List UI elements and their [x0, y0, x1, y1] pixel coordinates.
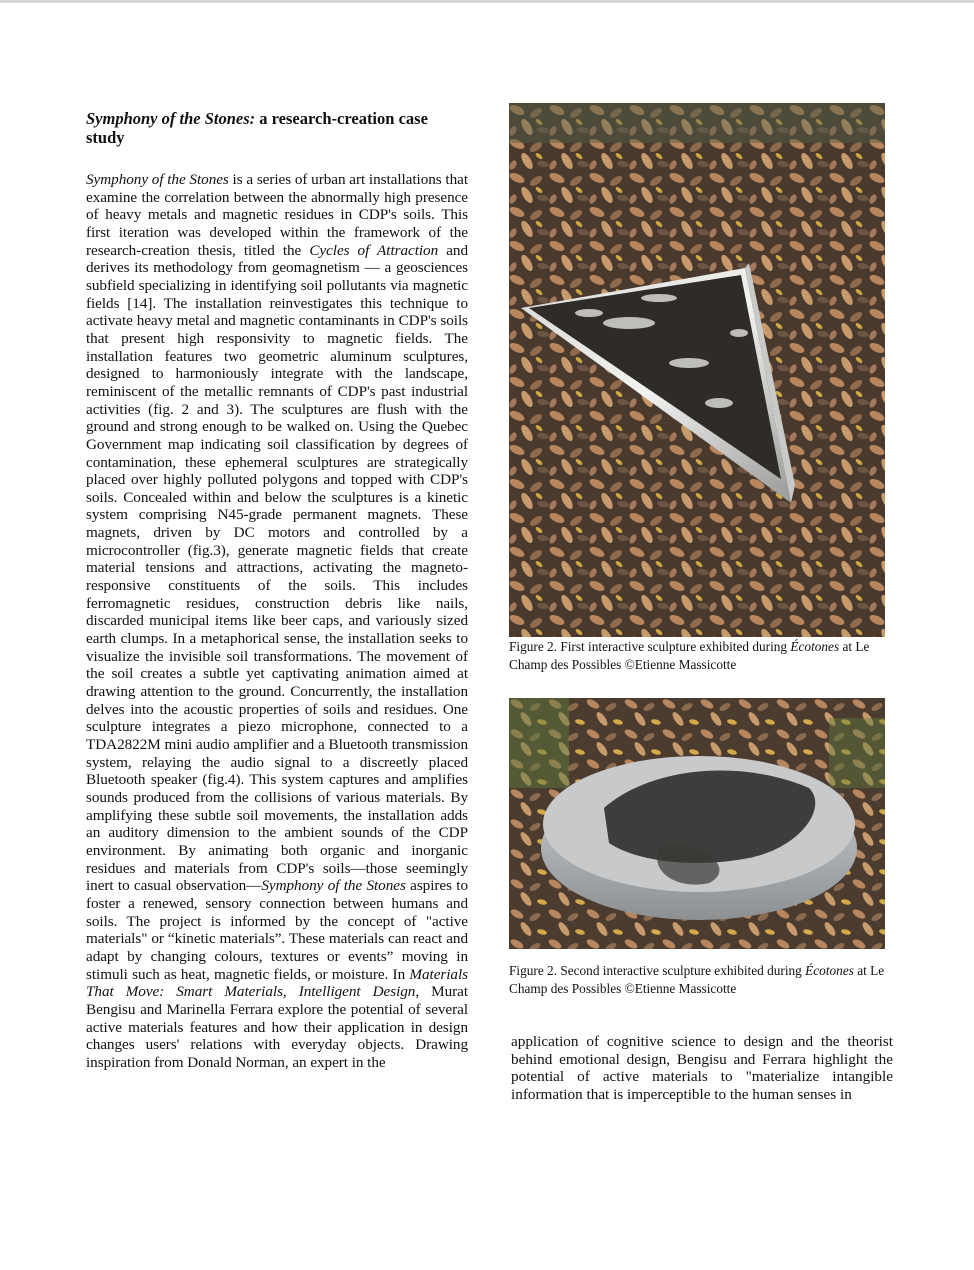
figure1-caption — [509, 638, 887, 673]
book-title: Materials That Move: Smart Materials, Intelligent Design — [86, 965, 468, 1001]
body-text-part3: aspires to foster a renewed, sensory connection between humans and soils. The project is informed by the concept of "active materials" or “kinetic materials”. These materials can react and adapt by changing colours, textures or events” moving in stimuli such as heat, magnetic fields, or moisture. In — [86, 877, 468, 983]
thesis-title: Cycles of Attraction — [309, 241, 439, 259]
figure2-caption-credit: at Le Champ des Possibles ©Etienne Massicotte — [509, 963, 885, 996]
figure2-caption-text: Figure 2. Second interactive sculpture exhibited during — [509, 963, 806, 978]
figure2-caption — [509, 962, 887, 997]
figure-round-sculpture-photo — [509, 698, 885, 949]
triangle-sculpture-image — [509, 103, 885, 637]
left-column-body — [86, 171, 468, 1071]
figure1-caption-credit: at Le Champ des Possibles ©Etienne Massicotte — [509, 639, 870, 672]
round-sculpture-image — [509, 698, 885, 949]
figure-triangle-sculpture-photo — [509, 103, 885, 637]
body-text-part2: and derives its methodology from geomagnetism — a geosciences subfield specializing in identifying soil pollutants via magnetic fields [14]. The installation reinvestigates this technique to activate heavy metal and magnetic contaminants in CDP's soils that present high responsivity to magnetic fields. The installation features two geometric aluminum sculptures, designed to harmoniously integrate with the landscape, reminiscent of the metallic remnants of CDP's past industrial activities (fig. 2 and 3). The sculptures are flush with the ground and strong enough to be walked on. Using the Quebec Government map indicating soil classification by degrees of contamination, these ephemeral sculptures are strategically placed over highly polluted polygons and topped with CDP's soils. Concealed within and below the sculptures is a kinetic system comprising N45-grade permanent magnets. These magnets, driven by DC motors and controlled by a microcontroller (fig.3), generate magnetic fields that create material tensions and attractions, activating the magneto-responsive constituents of the soils. This includes ferromagnetic residues, construction debris like nails, discarded municipal items like beer caps, and variously sized earth clumps. In a metaphorical sense, the installation seeks to visualize the invisible soil transformations. The movement of the soil creates a subtle yet captivating animation aimed at drawing attention to the ground. Concurrently, the installation delves into the acoustic properties of soils and residues. One sculpture integrates a piezo microphone, connected to a TDA2822M mini audio amplifier and a Bluetooth transmission system, relaying the audio signal to a discreetly placed Bluetooth speaker (fig.4). This system captures and amplifies sounds produced from the collisions of various materials. By amplifying these subtle soil movements, the installation adds an auditory dimension to the ambient sounds of the CDP environment. By animating both organic and inorganic residues and materials from CDP's soils—those seemingly inert to casual observation— — [86, 241, 468, 895]
figure1-caption-text: Figure 2. First interactive sculpture exhibited during — [509, 639, 791, 654]
page-top-border — [0, 0, 974, 3]
figure2-caption-italic: Écotones — [805, 963, 854, 978]
body-text-part1: is a series of urban art installations that examine the correlation between the abnormally high presence of heavy metals and magnetic residues in CDP's soils. This first iteration was developed within the framework of the research-creation thesis, titled the — [86, 171, 468, 259]
heading-rest: a research-creation case study — [86, 109, 428, 147]
project-title-ref-2: Symphony of the Stones — [261, 877, 406, 895]
right-column-body: application of cognitive science to design and the theorist behind emotional design, Bengisu and Ferrara highlight the potential of active materials to "materialize intangible information that is imperceptible to the human senses in — [511, 1033, 893, 1103]
heading-italic-title: Symphony of the Stones: — [86, 109, 256, 128]
figure1-caption-italic: Écotones — [790, 639, 840, 654]
section-heading — [86, 109, 468, 147]
body-text-part4: , Murat Bengisu and Marinella Ferrara explore the potential of several active materials features and how their application in design changes users' relations with everyday objects. Drawing inspiration from Donald Norman, an expert in the — [86, 983, 468, 1071]
project-title-ref: Symphony of the Stones — [86, 171, 229, 188]
